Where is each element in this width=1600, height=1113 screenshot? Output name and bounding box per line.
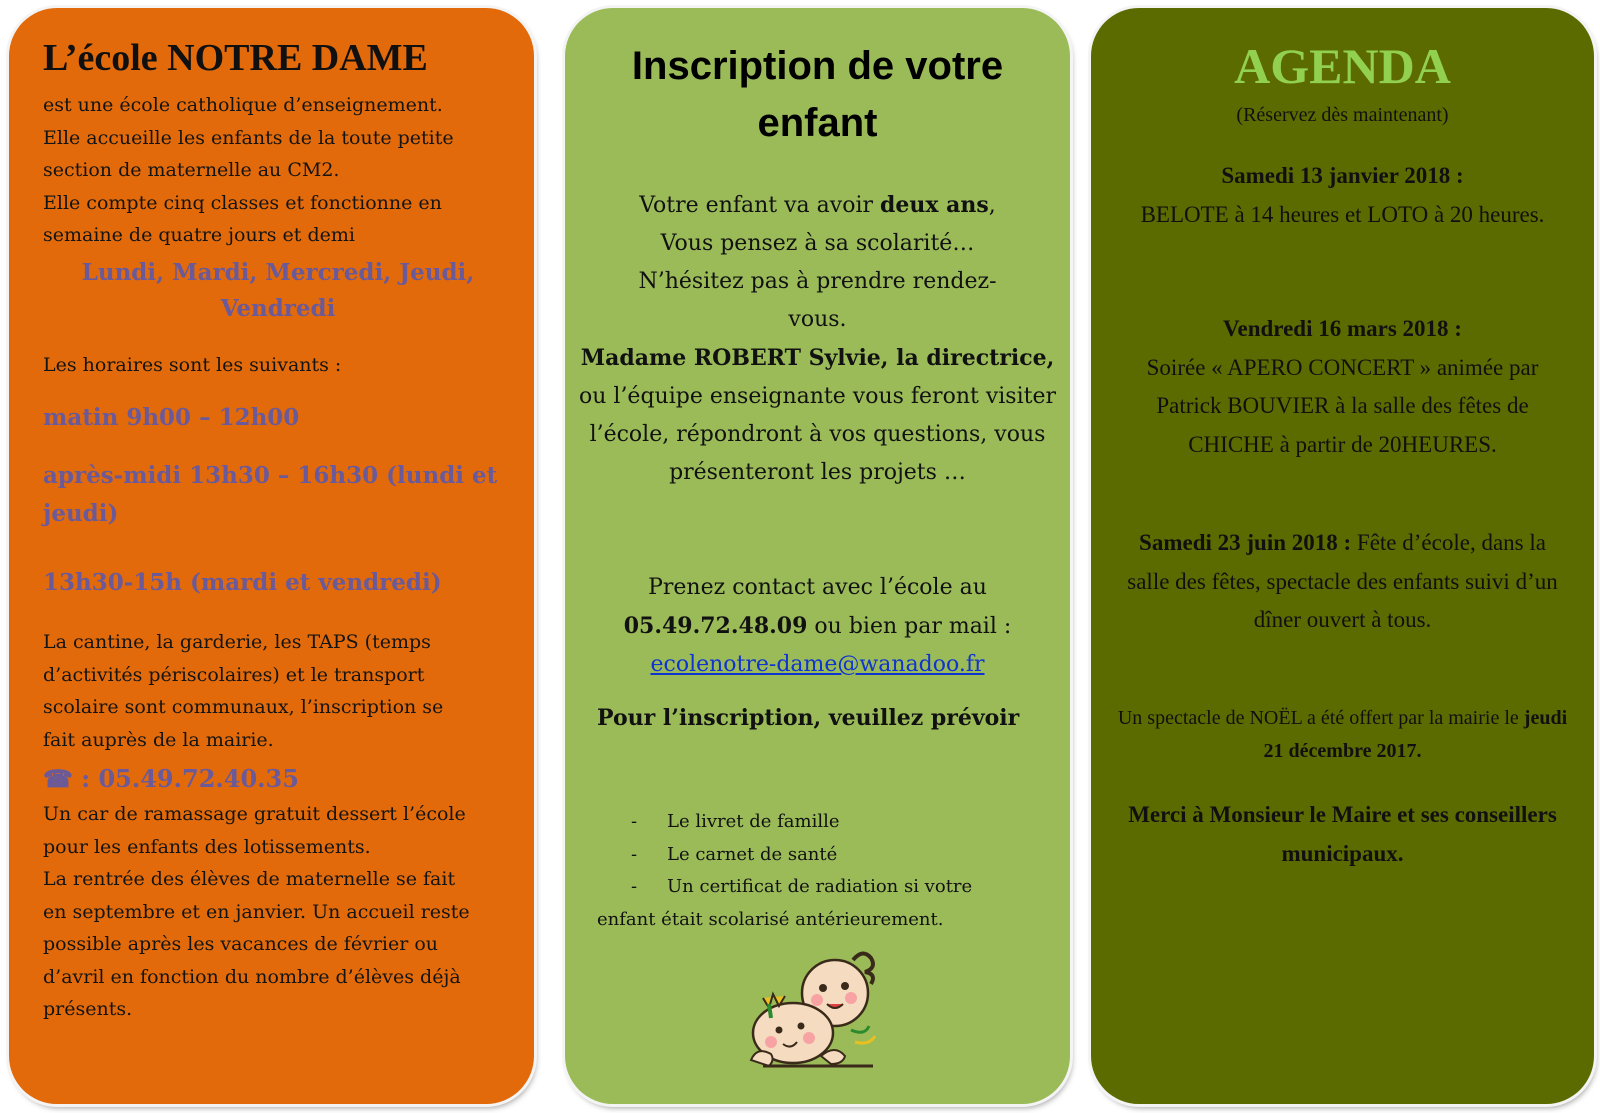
event-description: Fête d’école, dans la salle des fêtes, spectacle des enfants suivi d’un dîner ouvert à tous.	[1127, 530, 1558, 632]
contact-line	[577, 607, 1058, 646]
bus-line: Un car de ramassage gratuit dessert l’école	[43, 803, 466, 825]
event-description: BELOTE à 14 heures et LOTO à 20 heures.	[1140, 201, 1545, 227]
contact-info	[577, 569, 1058, 684]
cantine-line: La cantine, la garderie, les TAPS (temps	[43, 631, 431, 653]
body-line	[577, 186, 1058, 225]
agenda-title: AGENDA	[1234, 38, 1451, 94]
intro-line: est une école catholique d’enseignement.	[43, 94, 443, 116]
bus-line: La rentrée des élèves de maternelle se fait	[43, 868, 456, 890]
two-years-text: deux ans	[880, 192, 989, 218]
bullet-dash: -	[631, 876, 638, 897]
event-date	[1117, 157, 1568, 196]
noel-date: jeudi 21 décembre 2017.	[1263, 707, 1568, 762]
thanks-note: Merci à Monsieur le Maire et ses conseillers municipaux.	[1128, 802, 1557, 866]
body-line: vous.	[788, 307, 847, 332]
intro-line: semaine de quatre jours et demi	[43, 224, 355, 246]
list-item-label: Le livret de famille	[667, 811, 840, 832]
list-item	[597, 839, 1057, 872]
documents-heading: Pour l’inscription, veuillez prévoir	[597, 705, 1020, 731]
noel-text: Un spectacle de NOËL a été offert par la mairie le	[1117, 707, 1524, 729]
cantine-info	[43, 626, 513, 756]
event-date: Samedi 23 juin 2018 :	[1139, 530, 1352, 555]
director-paragraph	[577, 339, 1058, 492]
contact-line: Prenez contact avec l’école au	[648, 575, 987, 600]
hours-label: Les horaires sont les suivants :	[43, 354, 342, 376]
list-item	[597, 806, 1057, 839]
registration-panel	[565, 8, 1070, 1104]
bus-line: pour les enfants des lotissements.	[43, 835, 371, 858]
contact-line	[577, 646, 1058, 684]
event-description: Soirée « APERO CONCERT » animée par Patrick BOUVIER à la salle des fêtes de CHICHE à partir de 20HEURES.	[1146, 354, 1539, 457]
school-days: Lundi, Mardi, Mercredi, Jeudi, Vendredi	[81, 259, 475, 322]
list-item-label: Le carnet de santé	[667, 843, 838, 865]
bus-info	[43, 798, 523, 1026]
list-item-label: Un certificat de radiation si votre	[667, 876, 973, 897]
agenda-event	[1117, 524, 1568, 640]
director-name: Madame ROBERT Sylvie, la directrice,	[580, 345, 1055, 371]
hours-morning: matin 9h00 – 12h00	[43, 404, 300, 431]
cantine-line: scolaire sont communaux, l’inscription se	[43, 696, 444, 718]
list-item	[597, 871, 1057, 904]
school-intro	[43, 89, 513, 252]
agenda-event	[1117, 157, 1568, 234]
registration-body	[577, 186, 1058, 492]
mairie-phone	[43, 764, 299, 793]
children-illustration	[743, 938, 893, 1070]
cantine-line: d’activités périscolaires) et le transport	[43, 663, 425, 686]
email-link[interactable]: ecolenotre-dame@wanadoo.fr	[650, 652, 985, 677]
bullet-dash: -	[631, 811, 638, 832]
agenda-panel	[1091, 8, 1594, 1104]
school-phone: 05.49.72.48.09	[623, 613, 808, 639]
school-title: L’école NOTRE DAME	[43, 37, 428, 79]
telephone-icon: ☎	[43, 764, 73, 793]
intro-line: section de maternelle au CM2.	[43, 159, 340, 181]
body-line: Vous pensez à sa scolarité…	[660, 231, 975, 256]
cantine-line: fait auprès de la mairie.	[43, 728, 274, 751]
registration-title: Inscription de votre enfant	[631, 44, 1004, 145]
mairie-phone-number: : 05.49.72.40.35	[81, 764, 299, 793]
body-text: ,	[988, 193, 996, 218]
hours-tuesday-friday: 13h30-15h (mardi et vendredi)	[43, 569, 442, 596]
body-text: Votre enfant va avoir	[639, 193, 880, 218]
event-date-text: Samedi 13 janvier 2018 :	[1221, 163, 1464, 188]
director-text: ou l’équipe enseignante vous feront visiter l’école, répondront à vos questions, vous présenteront les projets …	[579, 384, 1056, 485]
intro-line: Elle accueille les enfants de la toute petite	[43, 126, 454, 149]
documents-list	[597, 806, 1057, 936]
hours-afternoon: après-midi 13h30 – 16h30 (lundi et jeudi)	[43, 462, 498, 527]
agenda-event	[1117, 310, 1568, 464]
bus-line: possible après les vacances de février ou	[43, 933, 439, 955]
noel-note	[1117, 702, 1568, 768]
event-date-text: Vendredi 16 mars 2018 :	[1223, 316, 1462, 341]
event-date	[1117, 310, 1568, 349]
bullet-dash: -	[631, 843, 638, 865]
contact-text: ou bien par mail :	[807, 614, 1012, 639]
bus-line: d’avril en fonction du nombre d’élèves déjà	[43, 965, 461, 988]
intro-line: Elle compte cinq classes et fonctionne en	[43, 191, 442, 214]
agenda-subtitle: (Réservez dès maintenant)	[1236, 104, 1449, 126]
school-info-panel	[9, 8, 534, 1104]
body-line: N’hésitez pas à prendre rendez-	[638, 269, 997, 294]
bus-line: présents.	[43, 998, 133, 1020]
bus-line: en septembre et en janvier. Un accueil reste	[43, 900, 470, 923]
list-item-continuation: enfant était scolarisé antérieurement.	[597, 908, 944, 930]
